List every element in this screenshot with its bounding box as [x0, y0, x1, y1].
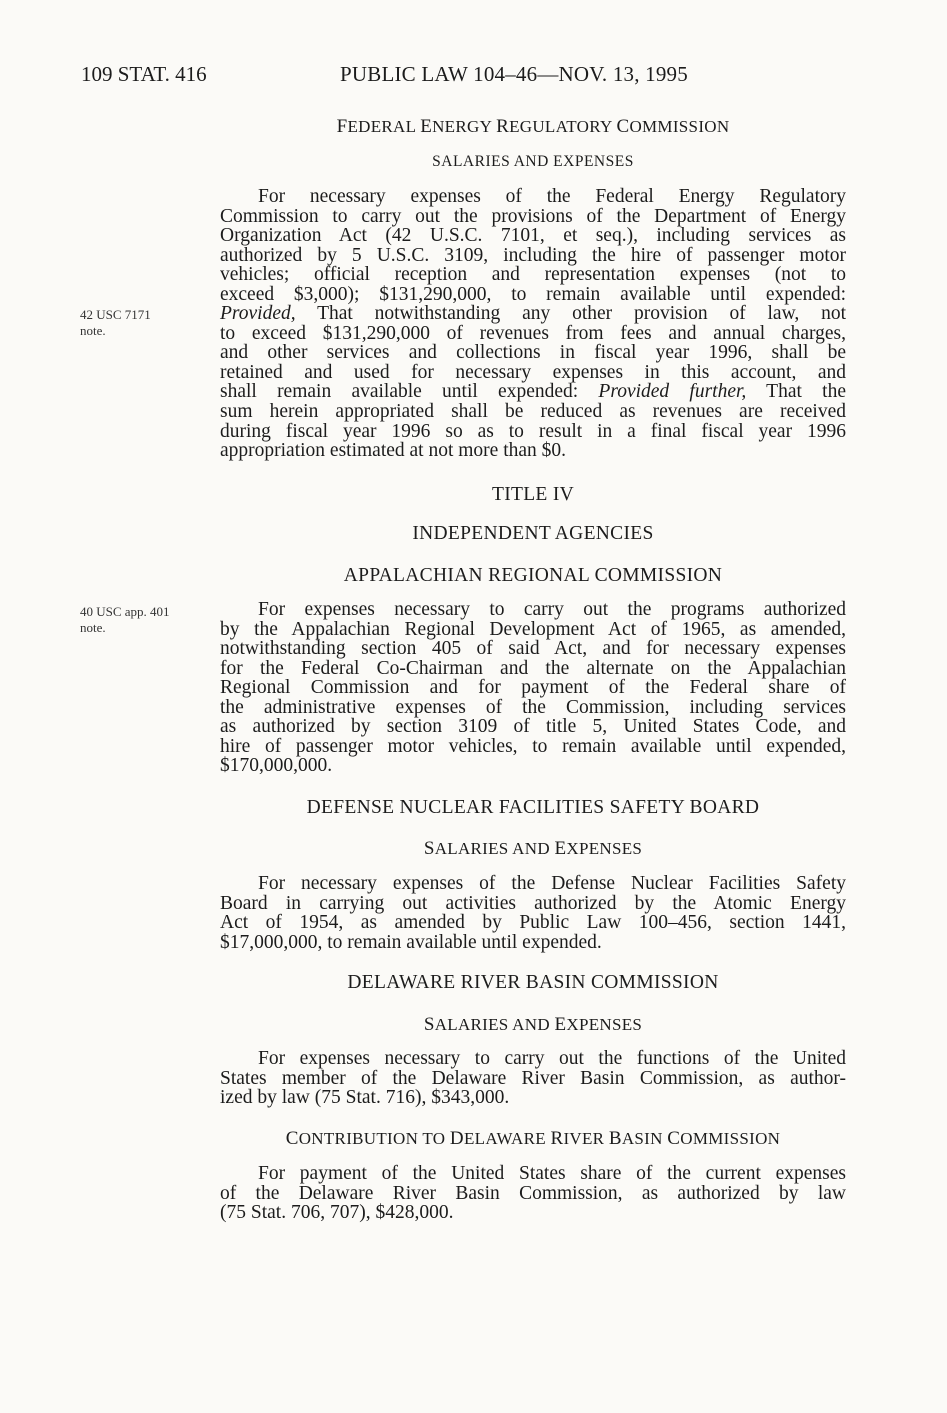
text-line: shall remain available until expended: Provided further, That the	[220, 381, 846, 403]
arc-paragraph	[220, 600, 846, 776]
contrib-heading: CONTRIBUTION TO DELAWARE RIVER BASIN COMMISSION	[285, 1128, 781, 1149]
text-line: For expenses necessary to carry out the functions of the United	[258, 1048, 846, 1069]
text-line: For necessary expenses of the Defense Nuclear Facilities Safety	[258, 873, 846, 894]
ferc-subheading: SALARIES AND EXPENSES	[432, 153, 634, 170]
text-line: and other services and collections in fiscal year 1996, shall be	[220, 342, 846, 364]
title-iv-subtitle: INDEPENDENT AGENCIES	[412, 523, 654, 544]
text-line: ized by law (75 Stat. 716), $343,000.	[220, 1087, 510, 1109]
text-line: as authorized by section 3109 of title 5, United States Code, and	[220, 716, 846, 738]
text-line: $17,000,000, to remain available until expended.	[220, 931, 602, 953]
title-iv-heading: TITLE IV	[492, 484, 574, 505]
dnfsb-heading: DEFENSE NUCLEAR FACILITIES SAFETY BOARD	[306, 797, 760, 818]
text-line: $170,000,000.	[220, 755, 333, 777]
drbc-subheading: SALARIES AND EXPENSES	[423, 1014, 643, 1035]
text-line: Commission to carry out the provisions of the Department of Energy	[220, 205, 846, 227]
ferc-heading: FEDERAL ENERGY REGULATORY COMMISSION	[336, 116, 730, 137]
running-header-title: PUBLIC LAW 104–46—NOV. 13, 1995	[340, 62, 688, 86]
text-line: hire of passenger motor vehicles, to remain available until expended,	[220, 735, 846, 757]
text-line: For payment of the United States share of the current expenses	[258, 1163, 846, 1184]
text-line: by the Appalachian Regional Development Act of 1965, as amended,	[220, 618, 846, 640]
text-line: vehicles; official reception and representation expenses (not to	[220, 264, 846, 286]
ferc-paragraph	[220, 187, 846, 461]
stat-page-number: 109 STAT. 416	[81, 62, 207, 86]
drbc-heading: DELAWARE RIVER BASIN COMMISSION	[347, 972, 719, 993]
text-line: For expenses necessary to carry out the programs authorized	[258, 599, 846, 620]
text-line: retained and used for necessary expenses in this account, and	[220, 361, 846, 383]
drbc-paragraph	[220, 1049, 846, 1108]
text-line: For necessary expenses of the Federal Energy Regulatory	[258, 186, 846, 207]
arc-heading: APPALACHIAN REGIONAL COMMISSION	[343, 565, 723, 586]
text-line: Board in carrying out activities authorized by the Atomic Energy	[220, 892, 846, 914]
text-line: Act of 1954, as amended by Public Law 100–456, section 1441,	[220, 912, 846, 934]
arc-margin-note: 40 USC app. 401 note.	[80, 604, 170, 635]
text-line: for the Federal Co-Chairman and the alternate on the Appalachian	[220, 657, 846, 679]
text-line: Organization Act (42 U.S.C. 7101, et seq.), including services as	[220, 225, 846, 247]
dnfsb-paragraph	[220, 874, 846, 952]
text-line: Provided, That notwithstanding any other provision of law, not	[220, 303, 846, 325]
text-line: appropriation estimated at not more than $0.	[220, 440, 567, 462]
text-line: notwithstanding section 405 of said Act, and for necessary expenses	[220, 638, 846, 660]
text-line: authorized by 5 U.S.C. 3109, including the hire of passenger motor	[220, 244, 846, 266]
text-line: (75 Stat. 706, 707), $428,000.	[220, 1202, 454, 1224]
ferc-margin-note: 42 USC 7171 note.	[80, 307, 151, 338]
text-line: during fiscal year 1996 so as to result in a final fiscal year 1996	[220, 420, 846, 442]
dnfsb-subheading: SALARIES AND EXPENSES	[423, 838, 643, 859]
text-line: Regional Commission and for payment of the Federal share of	[220, 677, 846, 699]
text-line: sum herein appropriated shall be reduced as revenues are received	[220, 401, 846, 423]
text-line: States member of the Delaware River Basin Commission, as author-	[220, 1067, 846, 1089]
text-line: exceed $3,000); $131,290,000, to remain available until expended:	[220, 283, 846, 305]
contrib-paragraph	[220, 1164, 846, 1223]
text-line: of the Delaware River Basin Commission, as authorized by law	[220, 1182, 846, 1204]
text-line: to exceed $131,290,000 of revenues from fees and annual charges,	[220, 322, 846, 344]
text-line: the administrative expenses of the Commission, including services	[220, 696, 846, 718]
